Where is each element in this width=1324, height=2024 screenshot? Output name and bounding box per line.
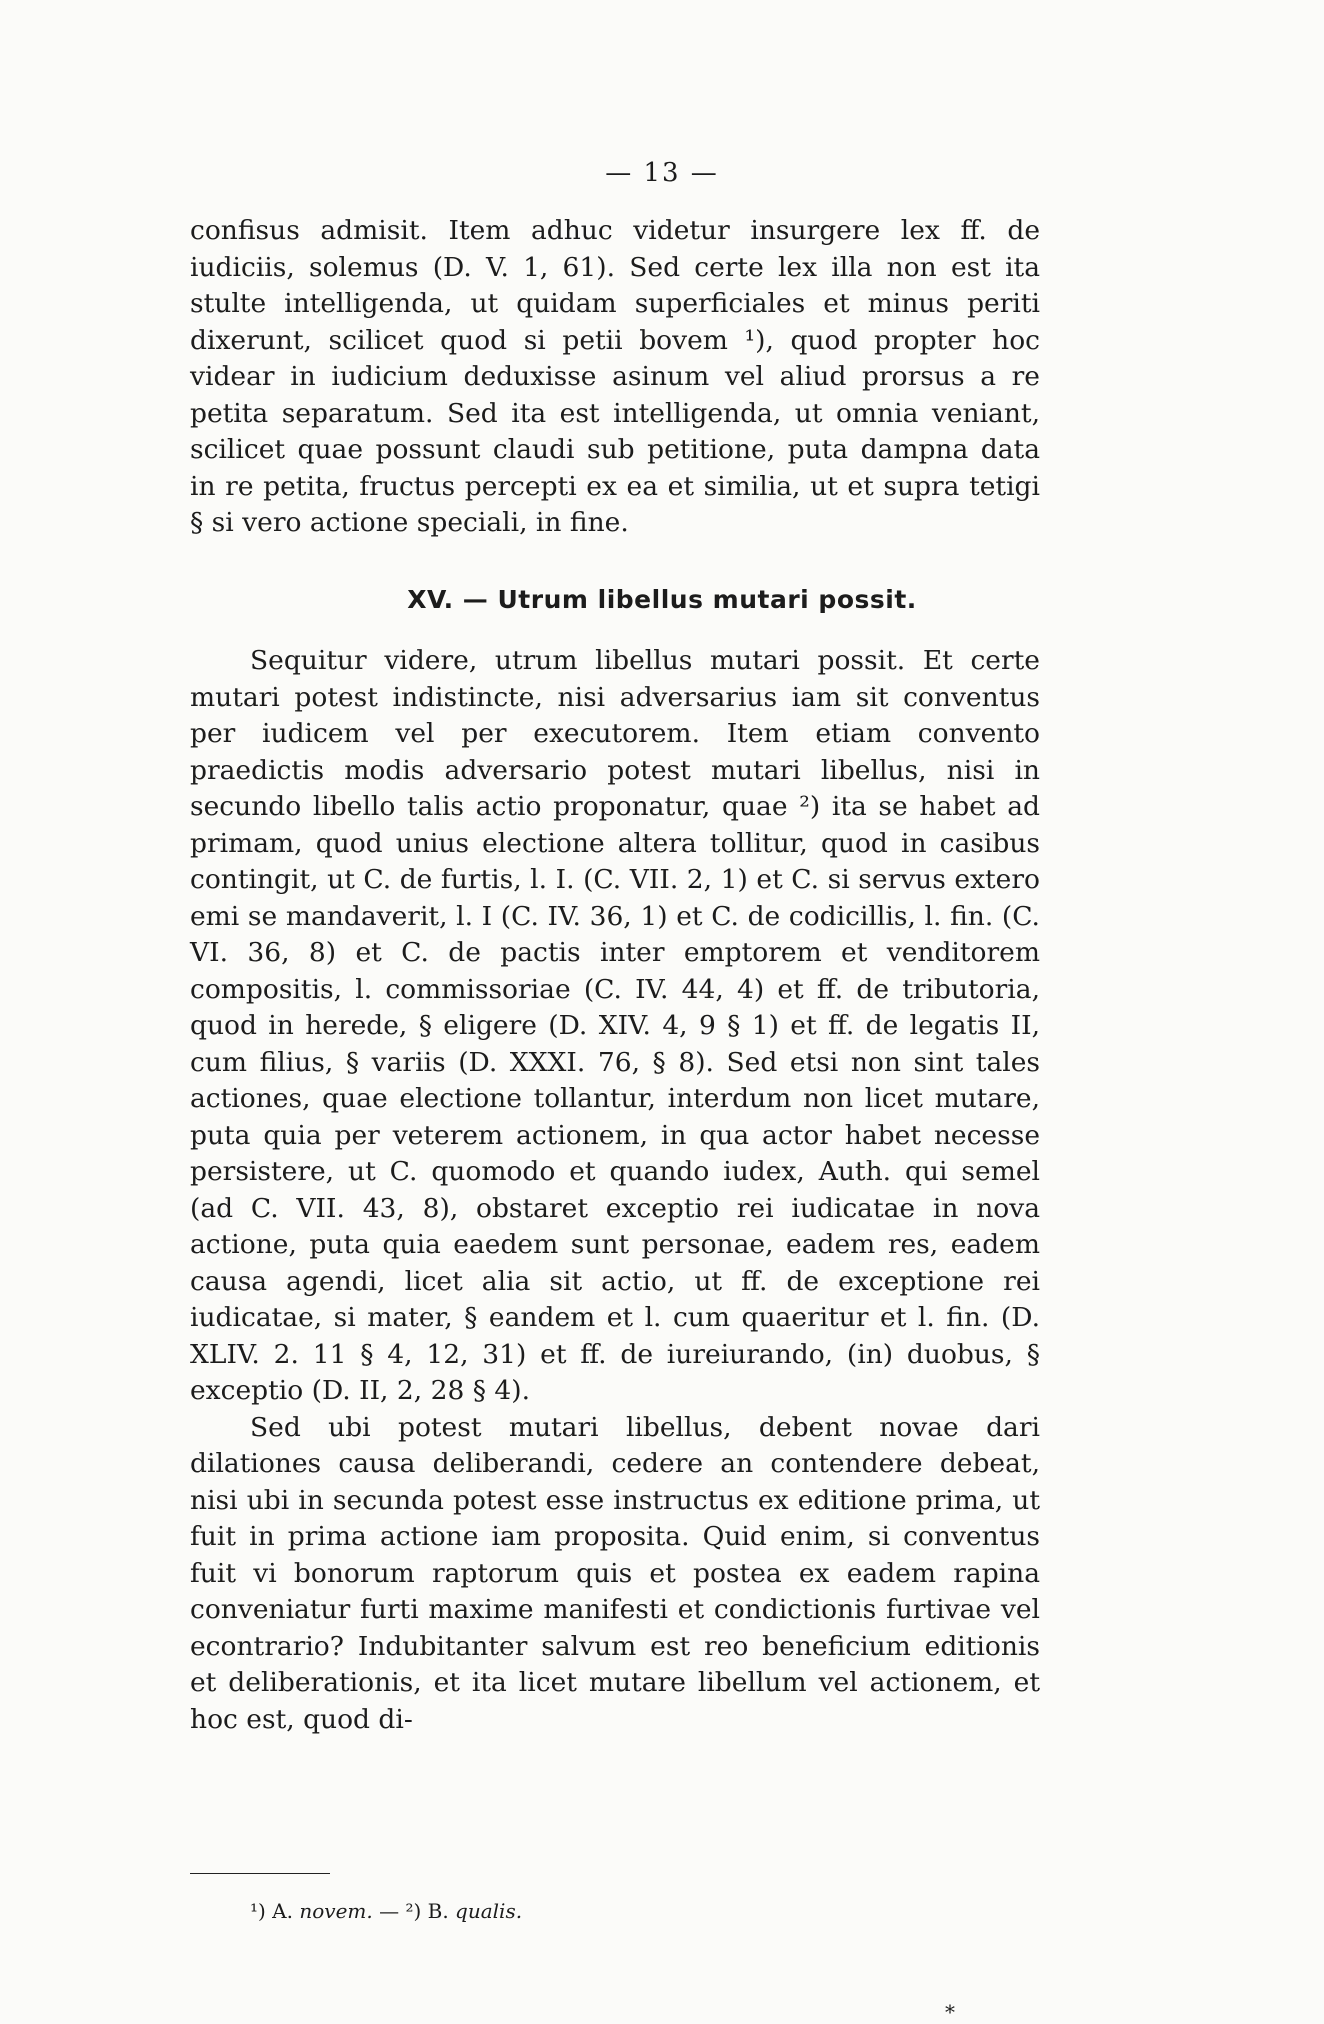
paragraph-2-block (190, 643, 1040, 1738)
page-number: — 13 — (605, 158, 719, 188)
paragraph-3-text: Sed ubi potest mutari libellus, debent novae dari dilationes causa deliberandi, cedere an contendere debeat, nisi ubi in secunda potest esse instructus ex editione prima, ut fuit in prima actione iam proposita. Quid enim, si conventus fuit vi bonorum raptorum quis et postea ex eadem rapina conveniatur furti maxime manifesti et condictionis furtivae vel econtrario? Indubitanter salvum est reo beneficium editionis et deliberationis, et ita licet mutare libellum vel actionem, et hoc est, quod di- (190, 1411, 1040, 1735)
footnote-1-text: novem. (299, 1899, 373, 1923)
asterisk-mark: * (945, 2000, 955, 2024)
paragraph-1-text: confisus admisit. Item adhuc videtur insurgere lex ff. de iudiciis, solemus (D. V. 1, 61). Sed certe lex illa non est ita stulte intelligenda, ut quidam superficiales et minus periti dixerunt, scilicet quod si petii bovem ¹), quod propter hoc videar in iudicium deduxisse asinum vel aliud prorsus a re petita separatum. Sed ita est intelligenda, ut omnia veniant, scilicet quae possunt claudi sub petitione, puta dampna data in re petita, fructus percepti ex ea et similia, ut et supra tetigi § si vero actione speciali, in fine. (190, 215, 1040, 538)
footnote-2-marker: ²) B. (405, 1899, 449, 1923)
footnote-1-marker: ¹) A. (250, 1899, 293, 1923)
footnote-divider (190, 1873, 330, 1874)
section-heading: XV. — Utrum libellus mutari possit. (407, 585, 917, 614)
paragraph-1 (190, 213, 1040, 542)
footnotes (250, 1898, 522, 1924)
footnote-2-text: qualis. (455, 1899, 523, 1923)
footnote-separator: — (379, 1899, 400, 1923)
paragraph-2-text: Sequitur videre, utrum libellus mutari possit. Et certe mutari potest indistincte, nisi adversarius iam sit conventus per iudicem vel per executorem. Item etiam convento praedictis modis adversario potest mutari libellus, nisi in secundo libello talis actio proponatur, quae ²) ita se habet ad primam, quod unius electione altera tollitur, quod in casibus contingit, ut C. de furtis, l. I. (C. VII. 2, 1) et C. si servus extero emi se mandaverit, l. I (C. IV. 36, 1) et C. de codicillis, l. fin. (C. VI. 36, 8) et C. de pactis inter emptorem et venditorem compositis, l. commissoriae (C. IV. 44, 4) et ff. de tributoria, quod in herede, § eligere (D. XIV. 4, 9 § 1) et ff. de legatis II, cum filius, § variis (D. XXXI. 76, § 8). Sed etsi non sint tales actiones, quae electione tollantur, interdum non licet mutare, puta quia per veterem actionem, in qua actor habet necesse persistere, ut C. quomodo et quando iudex, Auth. qui semel (ad C. VII. 43, 8), obstaret exceptio rei iudicatae in nova actione, puta quia eaedem sunt personae, eadem res, eadem causa agendi, licet alia sit actio, ut ff. de exceptione rei iudicatae, si mater, § eandem et l. cum quaeritur et l. fin. (D. XLIV. 2. 11 § 4, 12, 31) et ff. de iureiurando, (in) duobus, § exceptio (D. II, 2, 28 § 4). (190, 645, 1040, 1406)
